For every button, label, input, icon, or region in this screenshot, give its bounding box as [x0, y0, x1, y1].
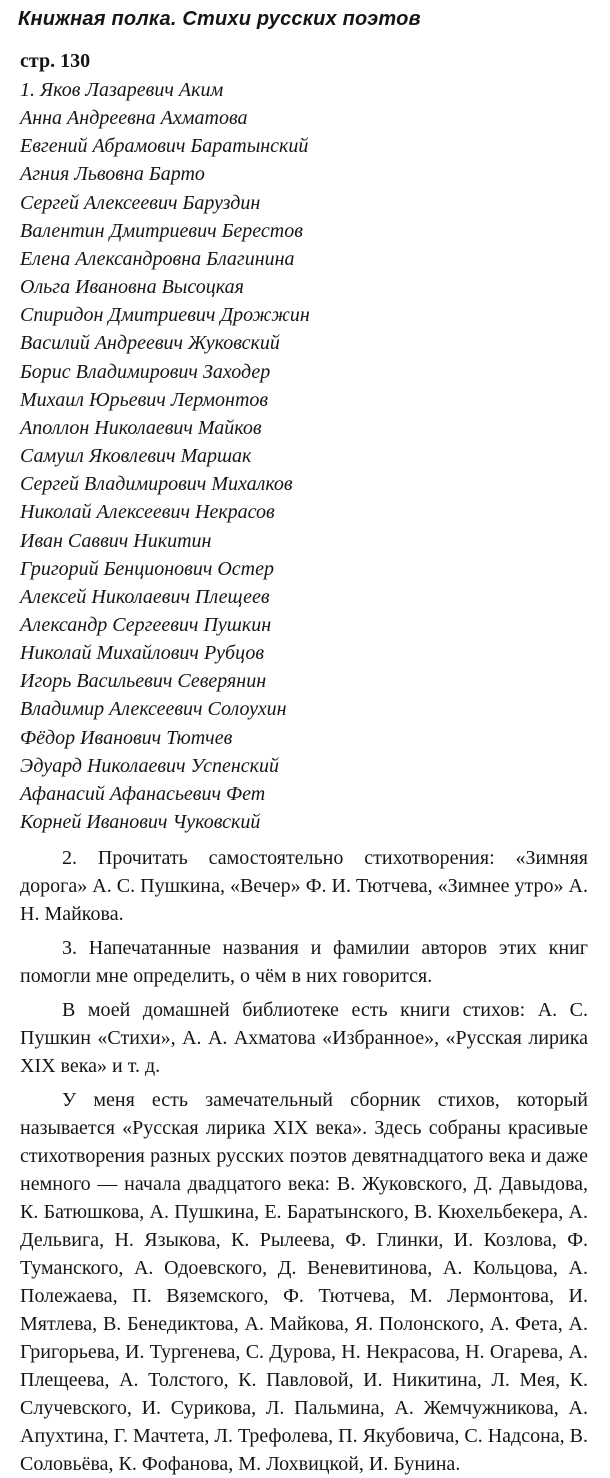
poet-name: Василий Андреевич Жуковский	[20, 332, 280, 355]
poet-name: Самуил Яковлевич Маршак	[20, 445, 252, 468]
poet-name: Николай Алексеевич Некрасов	[20, 501, 275, 524]
poet-name: Елена Александровна Благинина	[20, 247, 295, 270]
poet-name: Аполлон Николаевич Майков	[20, 416, 262, 439]
poet-list	[20, 76, 588, 836]
poet-name: Иван Саввич Никитин	[20, 529, 212, 552]
poet-name: 1. Яков Лазаревич Аким	[20, 79, 224, 101]
poet-name: Михаил Юрьевич Лермонтов	[20, 388, 269, 411]
paragraph-task-2: 2. Прочитать самостоятельно стихотворения: «Зимняя дорога» А. С. Пушкина, «Вечер» Ф. И. Тютчева, «Зимнее утро» А. Н. Майкова.	[20, 847, 588, 926]
poet-name: Эдуард Николаевич Успенский	[20, 754, 279, 777]
page-title: Книжная полка. Стихи русских поэтов	[18, 8, 421, 30]
poet-name: Сергей Алексеевич Баруздин	[20, 191, 261, 214]
paragraph-task-3: 3. Напечатанные названия и фамилии авторов этих книг помогли мне определить, о чём в них говорится.	[20, 937, 588, 988]
poet-name: Владимир Алексеевич Солоухин	[20, 698, 287, 721]
poet-name: Евгений Абрамович Баратынский	[20, 135, 309, 158]
poet-name: Борис Владимирович Заходер	[20, 360, 271, 383]
poet-name: Сергей Владимирович Михалков	[20, 473, 293, 496]
poet-name: Агния Львовна Барто	[20, 163, 205, 186]
poet-name: Ольга Ивановна Высоцкая	[20, 276, 244, 299]
poet-name: Николай Михайлович Рубцов	[20, 642, 265, 665]
poet-name: Александр Сергеевич Пушкин	[20, 613, 272, 636]
poet-name: Корней Иванович Чуковский	[20, 811, 261, 834]
poet-name: Алексей Николаевич Плещеев	[20, 585, 270, 608]
poet-name: Фёдор Иванович Тютчев	[20, 726, 233, 749]
poet-name: Валентин Дмитриевич Берестов	[20, 219, 303, 242]
poet-name: Анна Андреевна Ахматова	[20, 107, 248, 130]
poet-name: Афанасий Афанасьевич Фет	[20, 782, 266, 805]
poet-name: Спиридон Дмитриевич Дрожжин	[20, 304, 310, 327]
paragraph-collection: У меня есть замечательный сборник стихов, который называется «Русская лирика XIX века». Здесь собраны красивые стихотворения разных русских поэтов девятнадцатого века и даже немного — начала двадцатого века: В. Жуковского, Д. Давыдова, К. Батюшкова, А. Пушкина, Е. Баратынского, В. Кюхельбекера, А. Дельвига, Н. Языкова, К. Рылеева, Ф. Глинки, И. Козлова, Ф. Туманского, А. Одоевского, Д. Веневитинова, А. Кольцова, А. Полежаева, П. Вяземского, Ф. Тютчева, М. Лермонтова, И. Мятлева, В. Бенедиктова, А. Майкова, Я. Полонского, А. Фета, А. Григорьева, И. Тургенева, С. Дурова, Н. Некрасова, Н. Огарева, А. Плещеева, А. Толстого, К. Павловой, И. Никитина, Л. Мея, К. Случевского, И. Сурикова, Л. Пальмина, А. Жемчужникова, А. Апухтина, Г. Мачтета, Л. Трефолева, П. Якубовича, С. Надсона, В. Соловьёва, К. Фофанова, М. Лохвицкой, И. Бунина.	[20, 1089, 588, 1476]
answer-paragraphs	[20, 844, 588, 1478]
poet-name: Игорь Васильевич Северянин	[20, 670, 267, 693]
page-reference: стр. 130	[20, 50, 91, 72]
paragraph-home-library: В моей домашней библиотеке есть книги стихов: А. С. Пушкин «Стихи», А. А. Ахматова «Избранное», «Русская лирика XIX века» и т. д.	[20, 999, 588, 1078]
poet-name: Григорий Бенционович Остер	[20, 557, 275, 580]
